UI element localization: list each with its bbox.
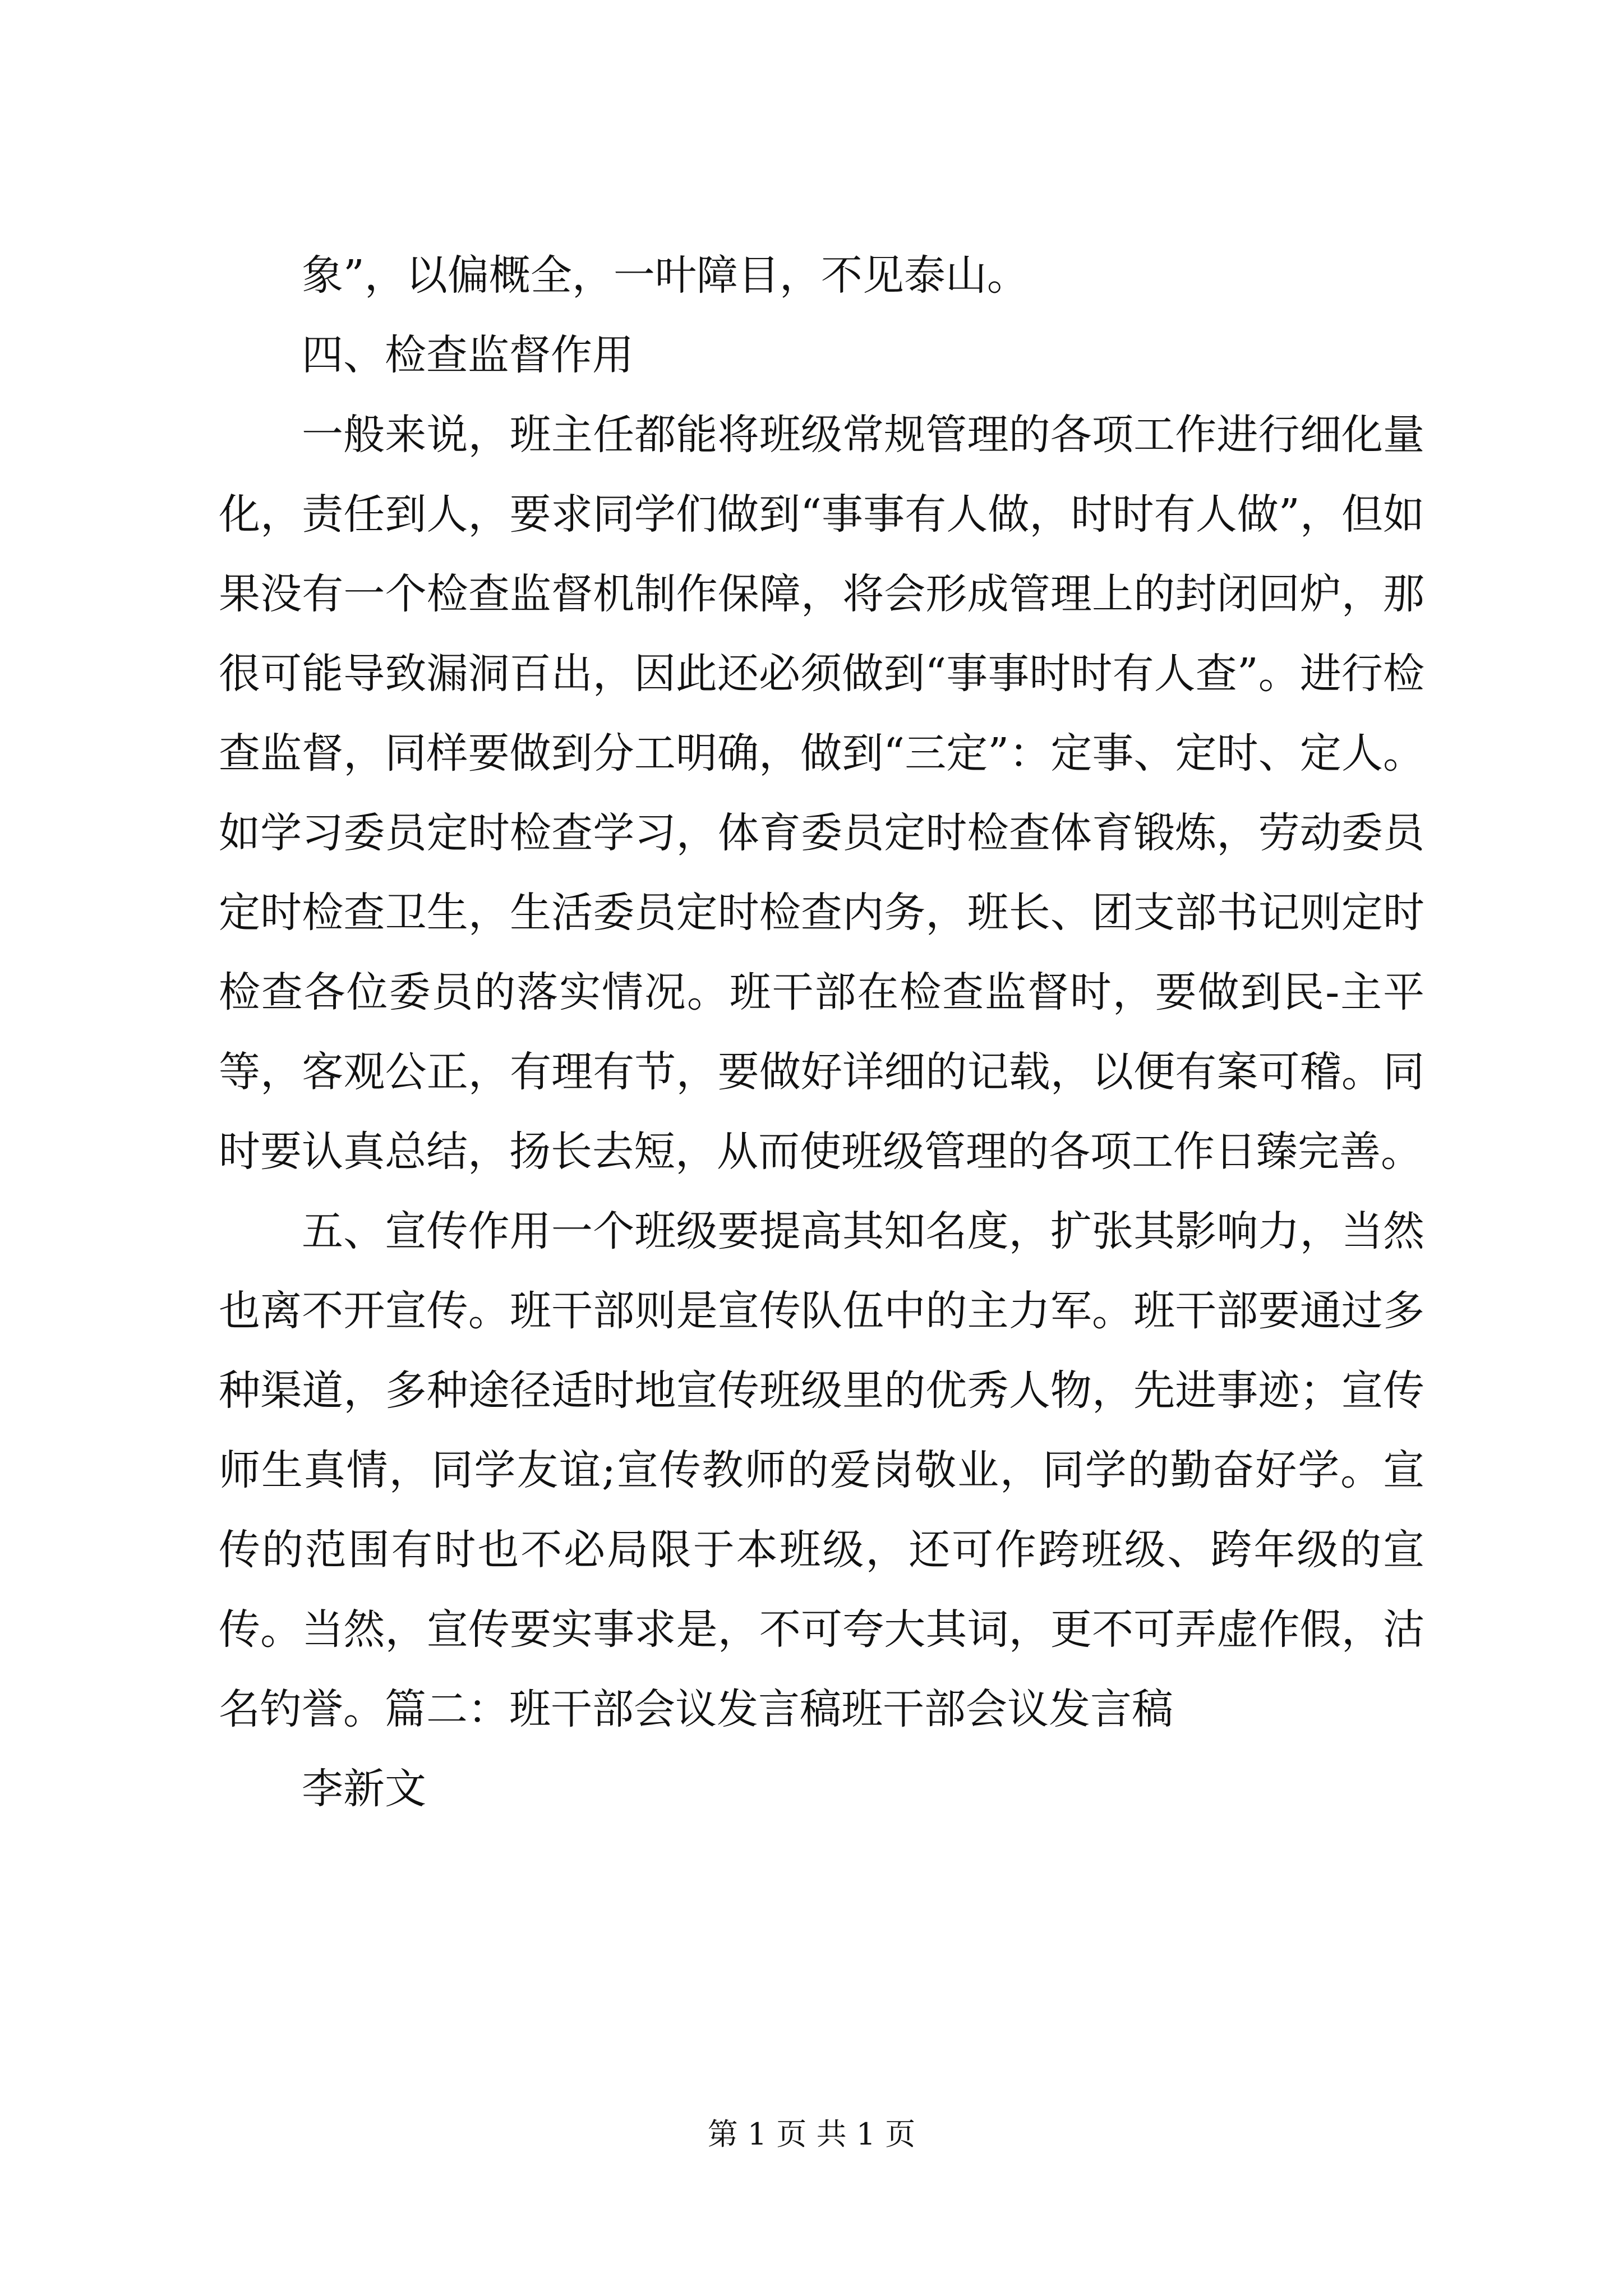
section-heading-inspection: 四、检查监督作用 (302, 331, 634, 379)
author-name: 李新文 (302, 1765, 426, 1813)
paragraph-inspection: 一般来说，班主任都能将班级常规管理的各项工作进行细化量化，责任到人，要求同学们做到“事事有人做，时时有人做”，但如果没有一个检查监督机制作保障，将会形成管理上的封闭回炉，那很可能导致漏洞百出，因此还必须做到“事事时时有人查”。进行检查监督，同样要做到分工明确，做到“三定”：定事、定时、定人。如学习委员定时检查学习，体育委员定时检查体育锻炼，劳动委员定时检查卫生，生活委员定时检查内务，班长、团支部书记则定时检查各位委员的落实情况。班干部在检查监督时，要做到民-主平等，客观公正，有理有节，要做好详细的记载，以便有案可稽。同时要认真总结，扬长去短，从而使班级管理的各项工作日臻完善。 (219, 411, 1424, 1176)
page-number-footer: 第 1 页 共 1 页 (707, 2116, 916, 2152)
paragraph-continued: 象”，以偏概全，一叶障目，不见泰山。 (302, 251, 1029, 300)
paragraph-publicity: 五、宣传作用一个班级要提高其知名度，扩张其影响力，当然也离不开宣传。班干部则是宣传队伍中的主力军。班干部要通过多种渠道，多种途径适时地宣传班级里的优秀人物，先进事迹；宣传师生真情，同学友谊;宣传教师的爱岗敬业，同学的勤奋好学。宣传的范围有时也不必局限于本班级，还可作跨班级、跨年级的宣传。当然，宣传要实事求是，不可夸大其词，更不可弄虚作假，沽名钓誉。篇二：班干部会议发言稿班干部会议发言稿 (219, 1207, 1424, 1733)
document-body (219, 236, 1424, 1829)
